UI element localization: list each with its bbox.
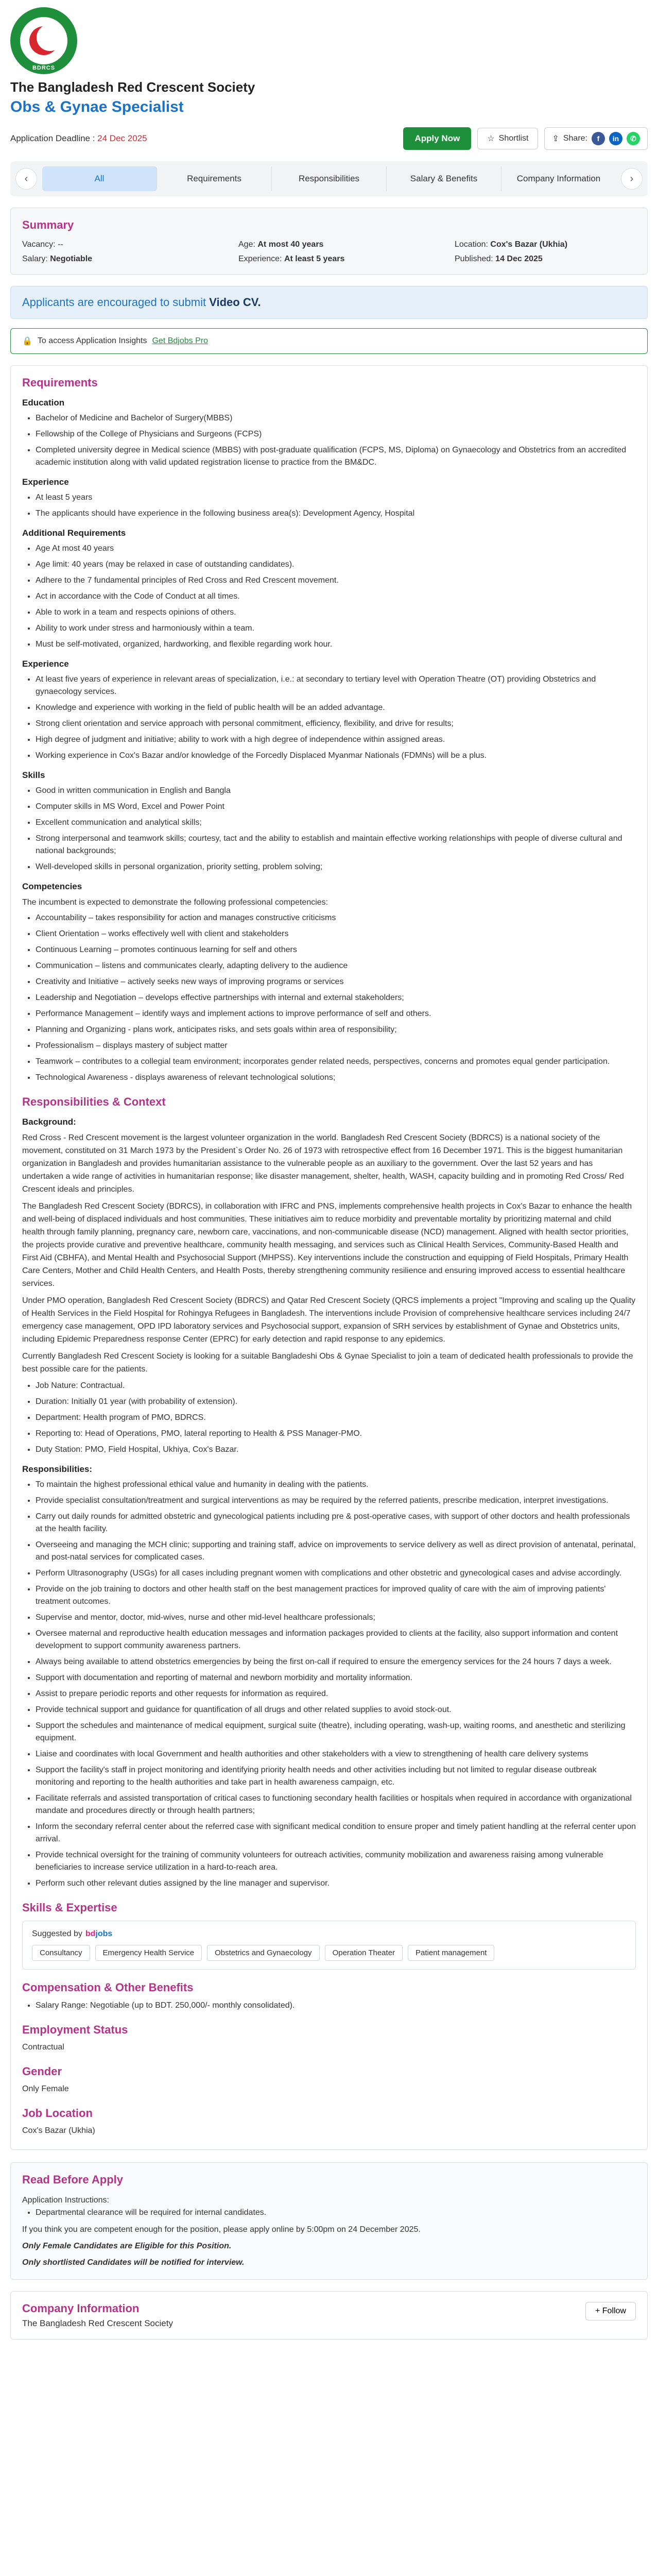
published-value: 14 Dec 2025 xyxy=(495,255,543,263)
list-item: • Communication – listens and communicates clearly, adapting delivery to the audience xyxy=(36,960,636,972)
skill-chip[interactable]: Emergency Health Service xyxy=(95,1945,202,1961)
additional-requirements-title: Additional Requirements xyxy=(22,528,126,538)
star-icon: ☆ xyxy=(487,134,495,143)
whatsapp-icon[interactable]: ✆ xyxy=(627,132,640,145)
skills-expertise-box xyxy=(22,1921,636,1970)
insights-text: To access Application Insights xyxy=(37,336,147,345)
plus-icon: + xyxy=(595,2307,600,2315)
location-value: Cox's Bazar (Ukhia) xyxy=(490,240,568,249)
summary-published xyxy=(455,255,636,264)
education-list xyxy=(22,412,636,469)
facebook-icon[interactable]: f xyxy=(592,132,605,145)
vacancy-label: Vacancy: xyxy=(22,240,56,249)
gender-value: Only Female xyxy=(22,2084,69,2093)
list-item: • Able to work in a team and respects opinions of others. xyxy=(36,606,636,619)
shortlist-button[interactable] xyxy=(477,128,538,149)
list-item: • Overseeing and managing the MCH clinic; supporting and training staff, advice on improvements to service delivery as well as direct provision of antenatal, perinatal, and post-natal services for complicated cases. xyxy=(36,1539,636,1564)
list-item: • Job Nature: Contractual. xyxy=(36,1380,636,1392)
bottom-spacer xyxy=(10,2340,648,2360)
list-item: • Inform the secondary referral center about the referred case with significant medical condition to ensure proper and timely patient handling at the referral center upon arrival. xyxy=(36,1821,636,1845)
experience-list xyxy=(22,492,636,520)
shortlist-label: Shortlist xyxy=(498,134,529,143)
tab-prev-chevron-icon[interactable]: ‹ xyxy=(15,168,37,190)
salary-label: Salary: xyxy=(22,255,48,263)
additional-requirements-list xyxy=(22,543,636,651)
job-location-title: Job Location xyxy=(22,2107,93,2120)
list-item: • Continuous Learning – promotes continuous learning for self and others xyxy=(36,944,636,956)
tab-next-chevron-icon[interactable]: › xyxy=(621,168,643,190)
tab-responsibilities[interactable]: Responsibilities xyxy=(272,166,387,191)
list-item: • Supervise and mentor, doctor, mid-wives, nurse and other mid-level healthcare professionals; xyxy=(36,1612,636,1624)
list-item: • Carry out daily rounds for admitted obstetric and gynecological patients including pre & post-operative cases, with support of other doctors and health professionals at the health facility. xyxy=(36,1511,636,1535)
company-name[interactable]: The Bangladesh Red Crescent Society xyxy=(10,79,255,95)
skills-list xyxy=(22,785,636,873)
read-before-title: Read Before Apply xyxy=(22,2173,124,2186)
header-actions xyxy=(403,127,648,150)
summary-vacancy xyxy=(22,240,238,249)
bdjobs-logo-a: bd xyxy=(85,1929,96,1938)
list-item: • Strong interpersonal and teamwork skills; courtesy, tact and the ability to establish and maintain effective working relationships with people of diverse cultural and national backgrounds; xyxy=(36,833,636,857)
skill-chip[interactable]: Patient management xyxy=(408,1945,494,1961)
list-item: • At least 5 years xyxy=(36,492,636,504)
insights-box xyxy=(10,328,648,354)
experience-label: Experience: xyxy=(238,255,282,263)
summary-title: Summary xyxy=(22,218,74,231)
list-item: • Department: Health program of PMO, BDRCS. xyxy=(36,1412,636,1424)
linkedin-icon[interactable]: in xyxy=(609,132,622,145)
lock-icon: 🔒 xyxy=(22,337,32,346)
background-title: Background: xyxy=(22,1117,76,1127)
list-item: • Working experience in Cox's Bazar and/or knowledge of the Forcedly Displaced Myanmar Nationals (FDMNs) will be a plus. xyxy=(36,750,636,762)
list-item: • Well-developed skills in personal organization, priority setting, problem solving; xyxy=(36,861,636,873)
summary-salary xyxy=(22,255,238,264)
bdjobs-logo-b: jobs xyxy=(95,1929,113,1938)
competencies-title: Competencies xyxy=(22,882,82,891)
background-paragraph: Currently Bangladesh Red Crescent Society is looking for a suitable Bangladeshi Obs & Gynae Specialist to join a team of dedicated health professionals to provide the best possible care for the patients. xyxy=(22,1352,633,1374)
share-box xyxy=(544,127,648,150)
application-deadline xyxy=(10,133,147,144)
list-item: • Departmental clearance will be required for internal candidates. xyxy=(36,2207,636,2219)
responsibilities-title: Responsibilities & Context xyxy=(22,1095,166,1108)
note-female: Only Female Candidates are Eligible for this Position. xyxy=(22,2242,232,2250)
responsibilities-subtitle: Responsibilities: xyxy=(22,1464,93,1474)
list-item: • Strong client orientation and service approach with personal commitment, efficiency, flexibility, and drive for results; xyxy=(36,718,636,730)
background-paragraph: Red Cross - Red Crescent movement is the largest volunteer organization in the world. Bangladesh Red Crescent Society (BDRCS) is a national society of the movement, constituted on 31 March 1973 by the President`s Order No. 26 of 1973 with retrospective effect from 16 December 1971. This is the biggest humanitarian organization in Bangladesh and provides humanitarian assistance to the vulnerable people as an auxiliary to the government. Over the last 52 years and has undertaken a wide range of activities in humanitarian response; like disaster management, shelter, health, WASH, capacity building and in promoting Red Cross/ Red Crescent ideals and principles. xyxy=(22,1133,624,1194)
list-item: • Always being available to attend obstetrics emergencies by being the first on-call if required to ensure the emergency services for the 24 hours 7 days a week. xyxy=(36,1656,636,1668)
list-item: • Computer skills in MS Word, Excel and Power Point xyxy=(36,801,636,813)
education-title: Education xyxy=(22,398,65,408)
list-item: • Bachelor of Medicine and Bachelor of Surgery(MBBS) xyxy=(36,412,636,425)
list-item: • Provide technical support and guidance for quantification of all drugs and other related supplies to avoid stock-out. xyxy=(36,1704,636,1716)
header xyxy=(10,0,648,116)
list-item: • Good in written communication in English and Bangla xyxy=(36,785,636,797)
company-logo xyxy=(10,7,77,74)
list-item: • Assist to prepare periodic reports and other requests for information as required. xyxy=(36,1688,636,1700)
list-item: • Client Orientation – works effectively well with client and stakeholders xyxy=(36,928,636,940)
get-bdjobs-pro-link[interactable]: Get Bdjobs Pro xyxy=(152,336,208,345)
age-value: At most 40 years xyxy=(257,240,324,249)
vacancy-value: -- xyxy=(58,240,63,249)
tab-all[interactable]: All xyxy=(42,166,157,191)
job-title: Obs & Gynae Specialist xyxy=(10,98,184,115)
salary-value: Negotiable xyxy=(50,255,93,263)
logo-text: BDRCS xyxy=(32,65,56,71)
tab-salary-benefits[interactable]: Salary & Benefits xyxy=(387,166,501,191)
instructions-list xyxy=(22,2207,636,2219)
summary-age xyxy=(238,240,455,249)
deadline-row xyxy=(10,127,648,150)
job-location-value: Cox's Bazar (Ukhia) xyxy=(22,2126,95,2135)
list-item: • Support with documentation and reporting of maternal and newborn morbidity and mortality information. xyxy=(36,1672,636,1684)
deadline-label: Application Deadline : xyxy=(10,133,98,143)
age-label: Age: xyxy=(238,240,255,249)
apply-text: If you think you are competent enough for the position, please apply online by 5:00pm on 24 December 2025. xyxy=(22,2225,421,2234)
list-item: • Accountability – takes responsibility for action and manages constructive criticisms xyxy=(36,912,636,924)
company-info xyxy=(22,2302,173,2329)
list-item: • Duration: Initially 01 year (with probability of extension). xyxy=(36,1396,636,1408)
skills-expertise-title: Skills & Expertise xyxy=(22,1901,117,1914)
list-item: • Provide on the job training to doctors and other health staff on the best management practices for improved quality of care with the aim of improving patients' treatment outcomes. xyxy=(36,1583,636,1608)
list-item: • Age At most 40 years xyxy=(36,543,636,555)
list-item: • Facilitate referrals and assisted transportation of critical cases to functioning secondary health facilities or hospitals when required in accordance with organizational mandate and procedures directly or through health partners; xyxy=(36,1792,636,1817)
list-item: • The applicants should have experience in the following business area(s): Development Agency, Hospital xyxy=(36,507,636,520)
background-paragraph: The Bangladesh Red Crescent Society (BDRCS), in collaboration with IFRC and PNS, implements comprehensive health projects in Cox's Bazar to enhance the health and well-being of displaced individuals and host communities. These initiatives aim to reduce morbidity and preventable mortality by prioritizing maternal and child health through family planning, pregnancy care, newborn care, vaccinations, and non-communicable disease (NCD) management. Aligned with health sector priorities, the projects provide curative and preventive healthcare, community health messaging, and services such as Clinical Health Services, Community-Based Health and First Aid (CBHFA), and Mental Health and Psychosocial Support (MHPSS). Key interventions include the construction and equipping of Field Hospitals, Primary Health Care Centers, Mother and Child Health Centers, and Health Posts, thereby strengthening community resilience and ensuring improved access to essential healthcare services. xyxy=(22,1202,632,1288)
list-item: • Salary Range: Negotiable (up to BDT. 250,000/- monthly consolidated). xyxy=(36,1999,636,2012)
skills-title: Skills xyxy=(22,770,45,780)
job-details-card xyxy=(10,365,648,2150)
compensation-title: Compensation & Other Benefits xyxy=(22,1981,194,1994)
list-item: • Teamwork – contributes to a collegial team environment; incorporates gender related needs, perspectives, concerns and promotes equal gender participation. xyxy=(36,1056,636,1068)
list-item: • Leadership and Negotiation – develops effective partnerships with internal and external stakeholders; xyxy=(36,992,636,1004)
notice-text: Applicants are encouraged to submit xyxy=(22,296,210,309)
company-info-name[interactable]: The Bangladesh Red Crescent Society xyxy=(22,2318,173,2328)
crescent-icon xyxy=(29,26,58,55)
list-item: • Planning and Organizing - plans work, anticipates risks, and sets goals within area of responsibility; xyxy=(36,1024,636,1036)
experience-title: Experience xyxy=(22,477,69,487)
location-label: Location: xyxy=(455,240,488,249)
bdjobs-logo xyxy=(85,1929,112,1939)
follow-label: Follow xyxy=(602,2307,626,2315)
list-item: • Creativity and Initiative – actively seeks new ways of improving programs or services xyxy=(36,976,636,988)
list-item: • Perform Ultrasonography (USGs) for all cases including pregnant women with complications and other obstetric and gynecological cases and advise accordingly. xyxy=(36,1567,636,1580)
company-info-card xyxy=(10,2291,648,2340)
list-item: • Must be self-motivated, organized, hardworking, and flexible regarding work hour. xyxy=(36,638,636,651)
summary-card xyxy=(10,208,648,275)
company-info-title: Company Information xyxy=(22,2302,140,2315)
logo-inner xyxy=(20,17,67,64)
list-item: • Performance Management – identify ways and implement actions to improve performance of self and others. xyxy=(36,1008,636,1020)
list-item: • Duty Station: PMO, Field Hospital, Ukhiya, Cox's Bazar. xyxy=(36,1444,636,1456)
list-item: • Fellowship of the College of Physicians and Surgeons (FCPS) xyxy=(36,428,636,440)
skill-chips xyxy=(32,1945,626,1961)
video-cv-notice xyxy=(10,286,648,319)
list-item: • To maintain the highest professional ethical value and humanity in dealing with the patients. xyxy=(36,1479,636,1491)
deadline-date: 24 Dec 2025 xyxy=(97,133,147,143)
list-item: • Perform such other relevant duties assigned by the line manager and supervisor. xyxy=(36,1877,636,1890)
share-label: Share: xyxy=(563,134,587,143)
follow-button[interactable] xyxy=(585,2302,636,2320)
employment-status-value: Contractual xyxy=(22,2043,64,2052)
requirements-title: Requirements xyxy=(22,376,98,389)
summary-experience xyxy=(238,255,455,264)
apply-now-button[interactable]: Apply Now xyxy=(403,127,471,150)
list-item: • Technological Awareness - displays awareness of relevant technological solutions; xyxy=(36,1072,636,1084)
list-item: • Ability to work under stress and harmoniously within a team. xyxy=(36,622,636,635)
skill-chip[interactable]: Consultancy xyxy=(32,1945,90,1961)
list-item: • At least five years of experience in relevant areas of specialization, i.e.: at secondary to tertiary level with Operation Theatre (OT) providing Obstetrics and gynaecology services. xyxy=(36,673,636,698)
gender-title: Gender xyxy=(22,2065,62,2078)
list-item: • Reporting to: Head of Operations, PMO, lateral reporting to Health & PSS Manager-PMO. xyxy=(36,1428,636,1440)
list-item: • Provide specialist consultation/treatment and surgical interventions as may be required by the referred patients, prescribe medication, interpret investigations. xyxy=(36,1495,636,1507)
suggested-by xyxy=(32,1929,626,1939)
tab-requirements[interactable]: Requirements xyxy=(157,166,272,191)
notice-highlight: Video CV. xyxy=(209,296,261,309)
list-item: • Adhere to the 7 fundamental principles of Red Cross and Red Crescent movement. xyxy=(36,574,636,587)
summary-location xyxy=(455,240,636,249)
tabs xyxy=(42,166,616,191)
tab-company-information[interactable]: Company Information xyxy=(516,174,601,183)
skill-chip[interactable]: Operation Theater xyxy=(325,1945,403,1961)
summary-grid xyxy=(22,240,636,264)
read-before-apply-card xyxy=(10,2162,648,2280)
instructions-label: Application Instructions: xyxy=(22,2196,109,2205)
published-label: Published: xyxy=(455,255,493,263)
list-item: • Completed university degree in Medical science (MBBS) with post-graduate qualification (FCPS, MS, Diploma) on Gynaecology and Obstetrics from an accredited academic institution along with valid updated registration license to practice from the BM&DC. xyxy=(36,444,636,469)
section-tabbar xyxy=(10,161,648,196)
employment-status-title: Employment Status xyxy=(22,2023,128,2036)
list-item: • High degree of judgment and initiative; ability to work with a high degree of independence within assigned areas. xyxy=(36,734,636,746)
list-item: • Professionalism – displays mastery of subject matter xyxy=(36,1040,636,1052)
share-icon: ⇪ xyxy=(552,134,559,143)
job-facts-list xyxy=(22,1380,636,1456)
suggested-label: Suggested by xyxy=(32,1929,82,1938)
list-item: • Age limit: 40 years (may be relaxed in case of outstanding candidates). xyxy=(36,558,636,571)
competencies-intro: The incumbent is expected to demonstrate the following professional competencies: xyxy=(22,898,328,907)
experience2-title: Experience xyxy=(22,659,69,669)
list-item: • Liaise and coordinates with local Government and health authorities and other stakeholders with a view to strengthening of health care delivery systems xyxy=(36,1748,636,1760)
list-item: • Act in accordance with the Code of Conduct at all times. xyxy=(36,590,636,603)
note-shortlisted: Only shortlisted Candidates will be notified for interview. xyxy=(22,2258,245,2267)
skill-chip[interactable]: Obstetrics and Gynaecology xyxy=(207,1945,319,1961)
experience2-list xyxy=(22,673,636,762)
list-item: • Provide technical oversight for the training of community volunteers for outreach activities, community mobilization and awareness raising among vulnerable beneficiaries to increase service utilization in a hard-to-reach area. xyxy=(36,1849,636,1874)
background-paragraph: Under PMO operation, Bangladesh Red Crescent Society (BDRCS) and Qatar Red Crescent Society (QRCS implements a project "Improving and scaling up the Quality of Health Services in the Field Hospital for Rohingya Refugees in Bangladesh. The interventions include Provision of comprehensive healthcare services including 24/7 emergency case management, OPD IPD laboratory services and Psychosocial support, expansion of SRH services by establishment of Gynae and Obstetrics units, including Epidemic Preparedness response Center (EPRC) for early detection and rapid response to any epidemics. xyxy=(22,1296,636,1344)
list-item: • Excellent communication and analytical skills; xyxy=(36,817,636,829)
page xyxy=(10,0,648,2360)
list-item: • Oversee maternal and reproductive health education messages and information packages provided to clients at the facility, also support information and content development to support community awareness partners. xyxy=(36,1628,636,1652)
experience-value: At least 5 years xyxy=(284,255,345,263)
list-item: • Knowledge and experience with working in the field of public health will be an added advantage. xyxy=(36,702,636,714)
responsibilities-list xyxy=(22,1479,636,1890)
competencies-list xyxy=(22,912,636,1084)
list-item: • Support the schedules and maintenance of medical equipment, surgical suite (theatre), including operating, wash-up, waiting rooms, and anesthetic and sterilizing equipment. xyxy=(36,1720,636,1744)
compensation-list xyxy=(22,1999,636,2012)
list-item: • Support the facility's staff in project monitoring and identifying priority health needs and other activities including but not limited to regular disease outbreak monitoring and reporting to the health authorities and take part in health awareness campaign, etc. xyxy=(36,1764,636,1789)
